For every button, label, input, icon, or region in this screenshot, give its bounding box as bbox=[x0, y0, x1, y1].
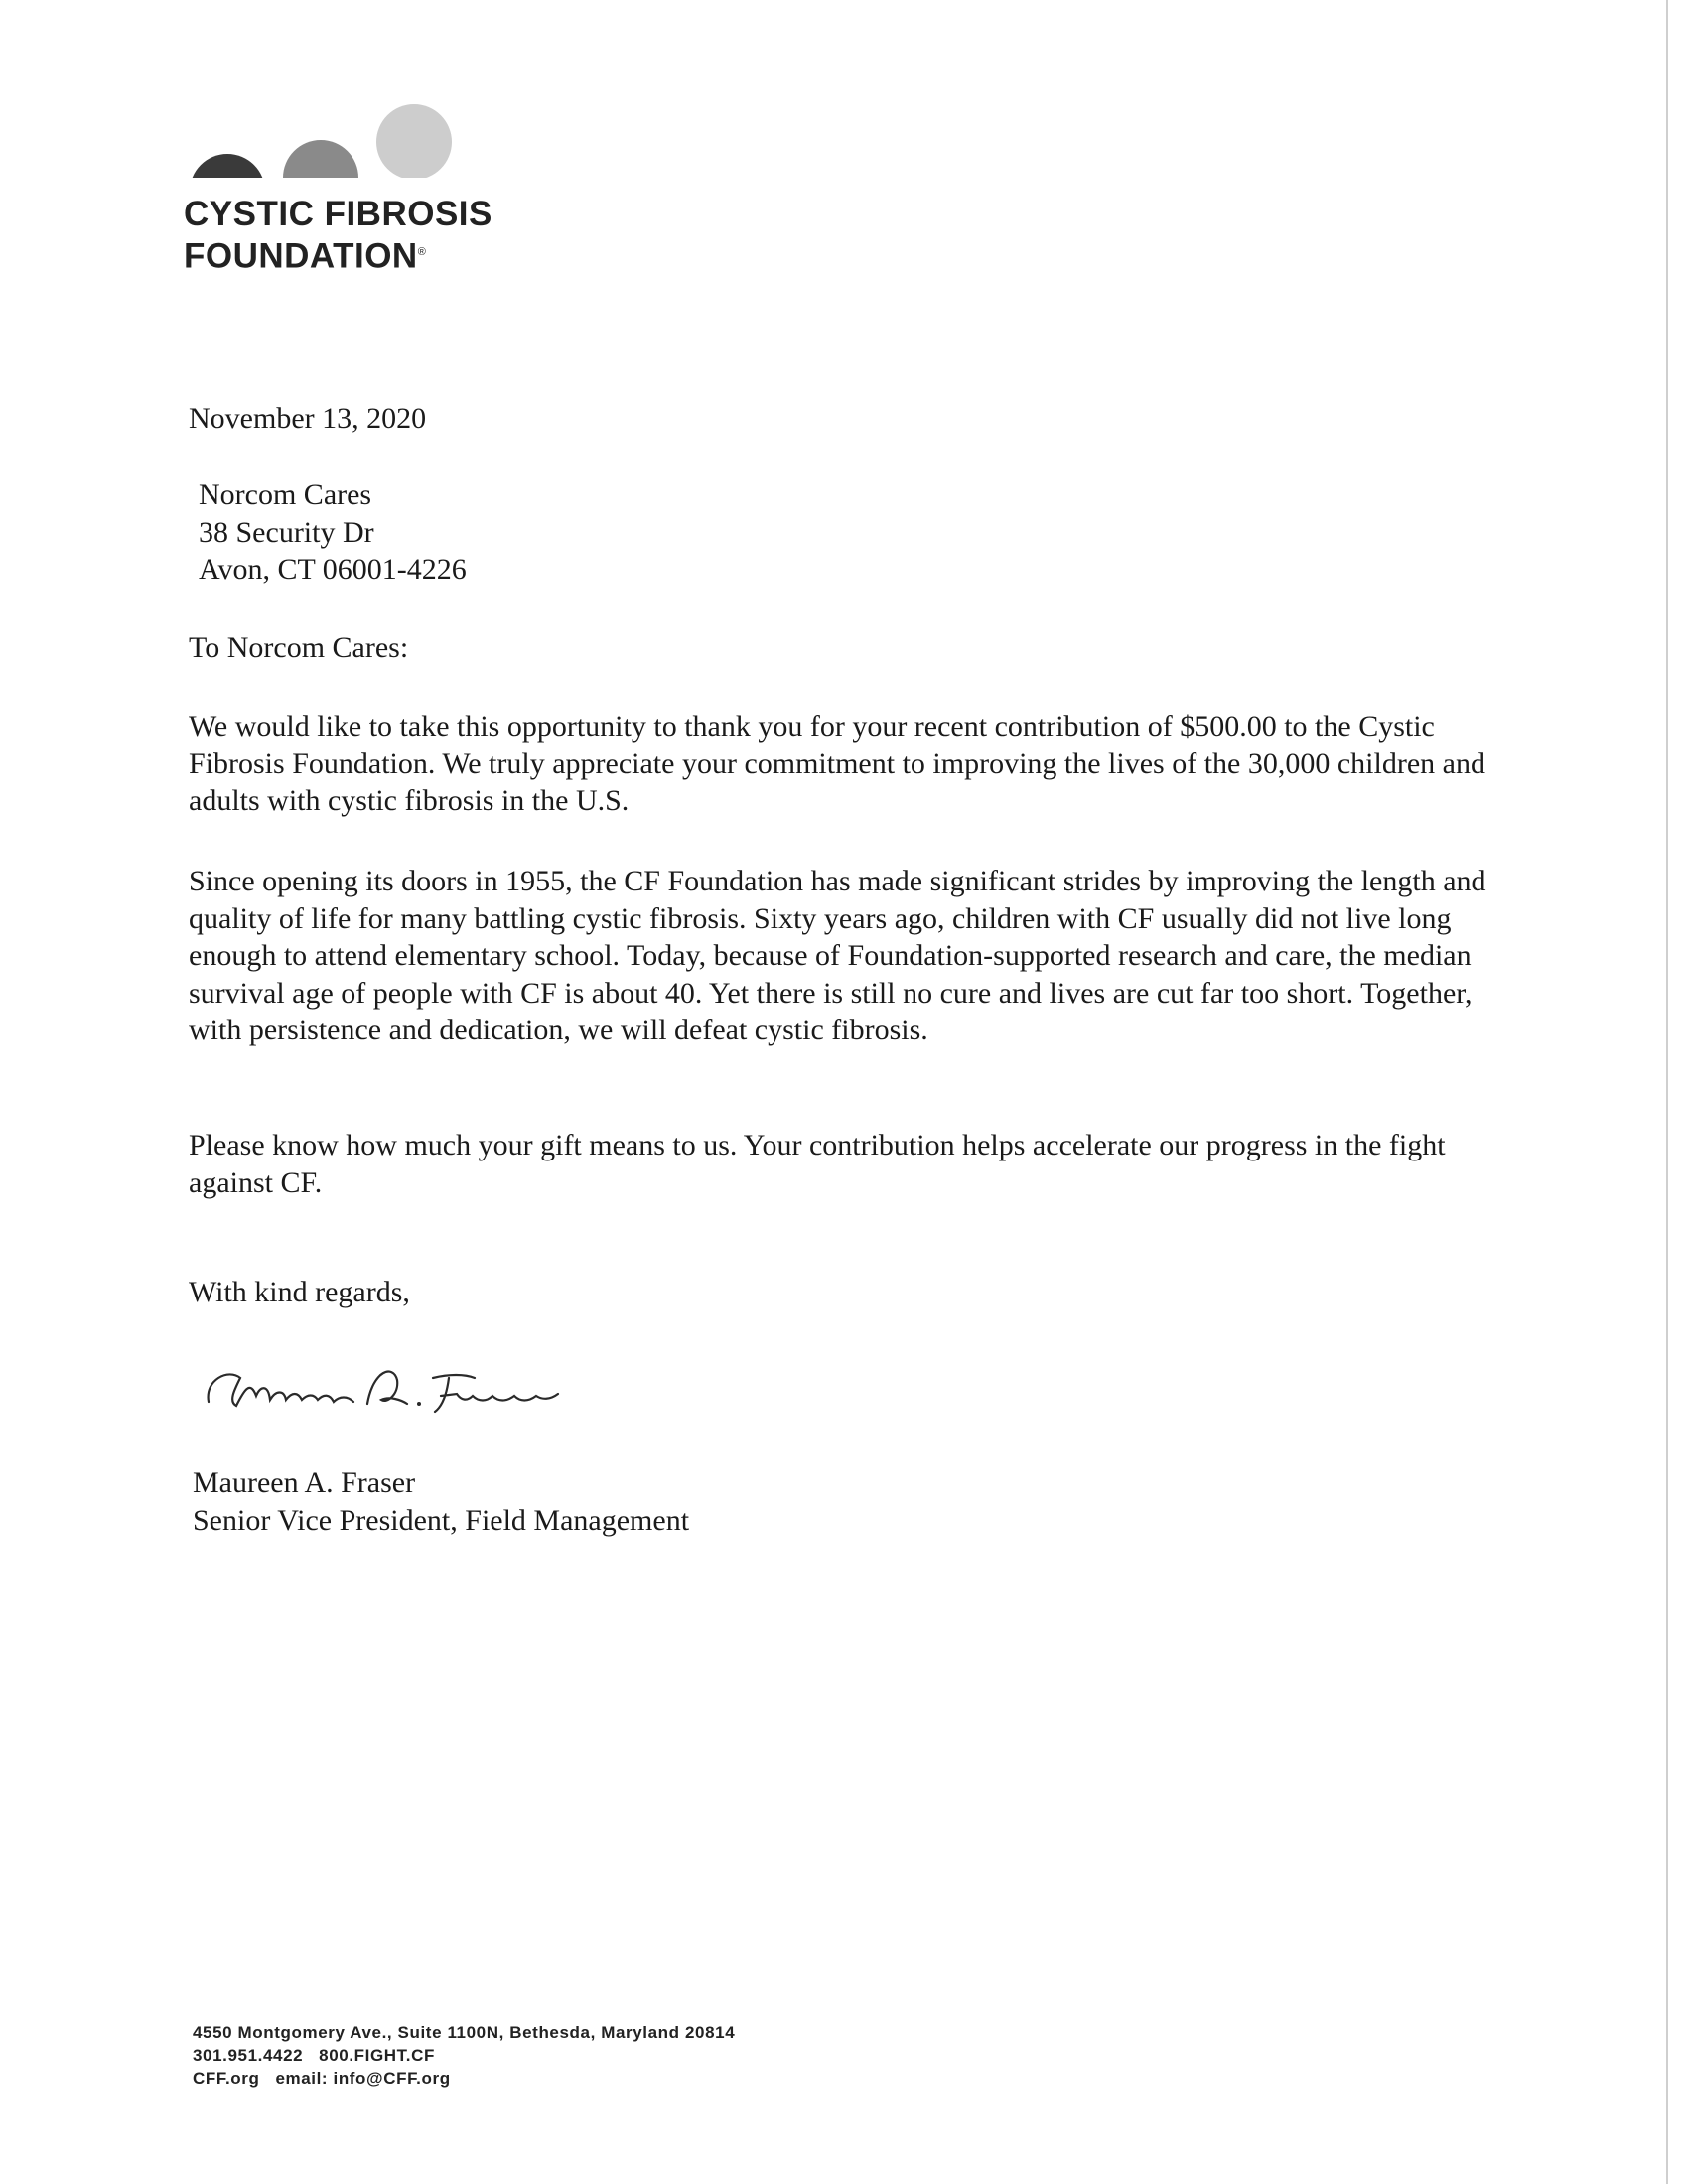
signer-name: Maureen A. Fraser bbox=[193, 1466, 416, 1499]
footer-web-email: CFF.org email: info@CFF.org bbox=[193, 2069, 451, 2088]
handwritten-signature bbox=[199, 1350, 576, 1430]
signer-block bbox=[193, 1464, 689, 1539]
foundation-logo bbox=[184, 104, 501, 276]
paragraph-gift: Please know how much your gift means to us. Your contribution helps accelerate our progress in the fight against CF. bbox=[189, 1129, 1446, 1199]
recipient-city: Avon, CT 06001-4226 bbox=[199, 553, 467, 586]
logo-line-1: CYSTIC FIBROSIS bbox=[184, 195, 492, 233]
salutation: To Norcom Cares: bbox=[189, 631, 409, 664]
recipient-name: Norcom Cares bbox=[199, 478, 372, 511]
footer-phones: 301.951.4422 800.FIGHT.CF bbox=[193, 2046, 435, 2065]
paragraph-history: Since opening its doors in 1955, the CF Foundation has made significant strides by improving the length and quality of life for many battling cystic fibrosis. Sixty years ago, children with CF usually did not live long enough to attend elementary school. Today, because of Foundation-supported research and care, the median survival age of people with CF is about 40. Yet there is still no cure and lives are cut far too short. Together, with persistence and dedication, we will defeat cystic fibrosis. bbox=[189, 865, 1486, 1046]
logo-line-2: FOUNDATION bbox=[184, 236, 418, 276]
logo-light-circle bbox=[376, 104, 452, 180]
closing: With kind regards, bbox=[189, 1276, 410, 1308]
logo-mid-circle bbox=[283, 140, 358, 184]
page-edge bbox=[1666, 0, 1668, 2184]
recipient-street: 38 Security Dr bbox=[199, 515, 374, 549]
footer-contact bbox=[193, 2021, 735, 2090]
paragraph-thank-you: We would like to take this opportunity to thank you for your recent contribution of $500.00 to the Cystic Fibrosis Foundation. We truly appreciate your commitment to improving the lives of the 30,000 children and adults with cystic fibrosis in the U.S. bbox=[189, 710, 1485, 817]
letter-date: November 13, 2020 bbox=[189, 402, 427, 435]
signer-title: Senior Vice President, Field Management bbox=[193, 1503, 690, 1537]
recipient-address bbox=[199, 477, 467, 589]
registered-mark: ® bbox=[417, 246, 427, 258]
logo-wordmark bbox=[184, 196, 511, 276]
logo-dark-circle bbox=[190, 154, 265, 184]
logo-circles-icon bbox=[188, 104, 456, 184]
footer-address: 4550 Montgomery Ave., Suite 1100N, Bethesda, Maryland 20814 bbox=[193, 2023, 736, 2042]
